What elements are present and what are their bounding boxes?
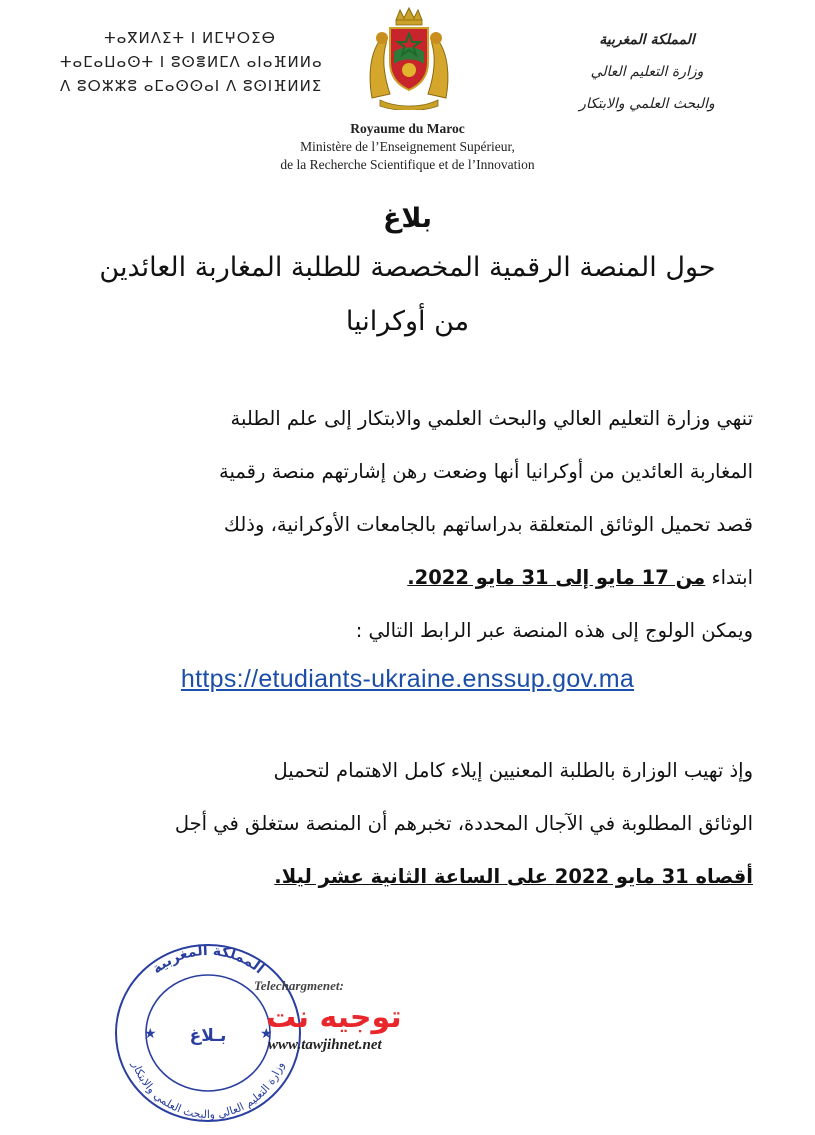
tifinagh-line-3: ⴷ ⵓⵔⵣⵣⵓ ⴰⵎⴰⵙⵙⴰⵏ ⴷ ⵓⵙⵏⴼⵍⵍⵉ: [60, 77, 323, 95]
deadline-text: أقصاه 31 مايو 2022 على الساعة الثانية عشر ليلا.: [274, 865, 753, 888]
tifinagh-header: [60, 26, 323, 98]
paragraph-line: قصد تحميل الوثائق المتعلقة بدراساتهم بالجامعات الأوكرانية، وذلك: [223, 513, 753, 536]
paragraph-line-dates: [53, 551, 753, 604]
fr-ministry-line-2: de la Recherche Scientifique et de l’Innovation: [280, 157, 535, 172]
tifinagh-line-2: ⵜⴰⵎⴰⵡⴰⵙⵜ ⵏ ⵓⵙⴻⵍⵎⴷ ⴰⵏⴰⴼⵍⵍⴰ: [60, 53, 323, 71]
paragraph-line: الوثائق المطلوبة في الآجال المحددة، تخبرهم أن المنصة ستغلق في أجل: [174, 812, 753, 835]
svg-text:المملكة المغربية: [149, 943, 267, 977]
stamp-ring-bottom: وزارة التعليم العالي والبحث العلمي والابتكار: [129, 1060, 287, 1122]
star-icon: ★: [144, 1026, 157, 1042]
document-title: بلاغ: [382, 203, 433, 234]
tifinagh-line-1: ⵜⴰⴳⵍⴷⵉⵜ ⵏ ⵍⵎⵖⵔⵉⴱ: [104, 29, 276, 47]
arabic-ministry-line-1: وزارة التعليم العالي: [590, 64, 704, 80]
subject-line-1: حول المنصة الرقمية المخصصة للطلبة المغاربة العائدين: [99, 252, 716, 283]
star-icon: ★: [260, 1026, 273, 1042]
dates-range: من 17 مايو إلى 31 مايو 2022.: [407, 566, 706, 589]
paragraph-deadline: [53, 744, 753, 903]
paragraph-access: ويمكن الولوج إلى هذه المنصة عبر الرابط التالي :: [355, 619, 753, 642]
paragraph-line-deadline: [53, 850, 753, 903]
paragraph-line: المغاربة العائدين من أوكرانيا أنها وضعت رهن إشارتهم منصة رقمية: [219, 460, 753, 483]
arabic-header: [537, 24, 757, 120]
watermark-label: Telechargmenet:: [254, 978, 344, 993]
subject-line-2: من أوكرانيا: [345, 306, 470, 337]
fr-kingdom: Royaume du Maroc: [350, 121, 465, 136]
watermark-url: www.tawjihnet.net: [268, 1037, 382, 1053]
coat-of-arms-icon: [366, 6, 452, 110]
arabic-ministry-line-2: والبحث العلمي والابتكار: [579, 96, 715, 112]
paragraph-line: تنهي وزارة التعليم العالي والبحث العلمي والابتكار إلى علم الطلبة: [230, 407, 753, 430]
french-header: [200, 120, 615, 174]
paragraph-announcement: [53, 392, 753, 604]
dates-prefix: ابتداء: [711, 566, 753, 589]
platform-link[interactable]: https://etudiants-ukraine.enssup.gov.ma: [180, 665, 635, 693]
stamp-center-text: بـلاغ: [189, 1026, 227, 1046]
stamp-ring-top: المملكة المغربية: [149, 942, 267, 978]
paragraph-line: وإذ تهيب الوزارة بالطلبة المعنيين إيلاء كامل الاهتمام لتحميل: [273, 759, 753, 782]
watermark-brand: توجيه نت: [266, 1000, 402, 1035]
arabic-kingdom: المملكة المغربية: [599, 32, 695, 48]
svg-text:وزارة التعليم العالي والبحث ال: [129, 1059, 287, 1121]
fr-ministry-line-1: Ministère de l’Enseignement Supérieur,: [300, 139, 515, 154]
